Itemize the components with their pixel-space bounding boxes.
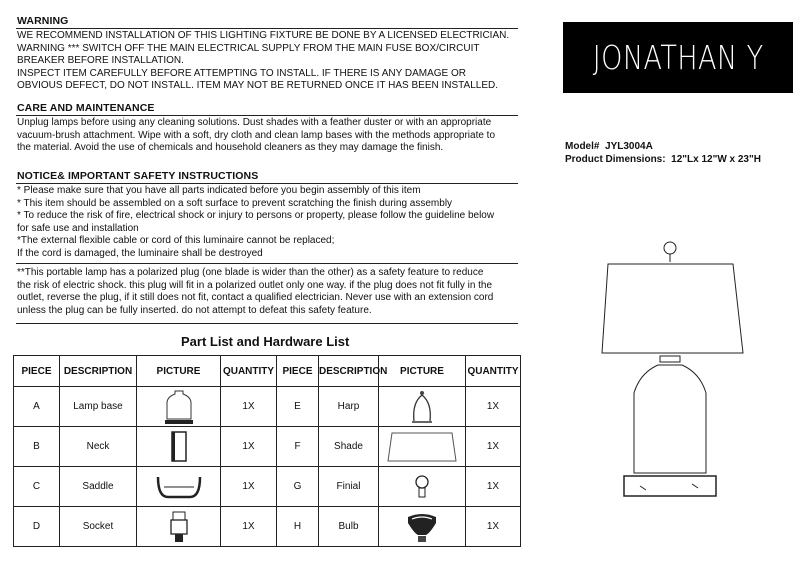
safety-rule xyxy=(16,183,518,184)
lamp-body xyxy=(634,365,706,473)
safety-line: * This item should be assembled on a soft surface to prevent scratching the finish during assembly xyxy=(17,197,453,209)
header-piece: PIECE xyxy=(14,356,60,387)
plug-bottom-rule xyxy=(16,323,518,324)
table-row xyxy=(14,427,521,467)
picture-cell xyxy=(379,467,466,507)
plug-line: outlet, reverse the plug, if it still does not fit, contact a qualified electrician. Never use with an extension cord xyxy=(17,292,494,304)
quantity-cell: 1X xyxy=(466,467,521,507)
description-cell: Saddle xyxy=(60,467,137,507)
warning-rule xyxy=(16,28,518,29)
warning-line: INSPECT ITEM CAREFULLY BEFORE ATTEMPTING TO INSTALL. IF THERE IS ANY DAMAGE OR xyxy=(17,67,466,79)
header-piece: PIECE xyxy=(277,356,319,387)
header-description: DESCRIPTION xyxy=(60,356,137,387)
saddle-icon xyxy=(154,469,204,505)
warning-line: BREAKER BEFORE INSTALLATION. xyxy=(17,55,184,67)
plug-text xyxy=(17,267,493,317)
description-cell: Socket xyxy=(60,507,137,547)
safety-line: If the cord is damaged, the luminaire shall be destroyed xyxy=(17,247,263,259)
warning-line: WARNING *** SWITCH OFF THE MAIN ELECTRICAL SUPPLY FROM THE MAIN FUSE BOX/CIRCUIT xyxy=(17,42,480,54)
shade-icon xyxy=(386,429,458,465)
model-value: JYL3004A xyxy=(605,141,653,152)
harp-icon xyxy=(402,389,442,425)
care-text xyxy=(17,117,495,155)
warning-heading: WARNING xyxy=(17,15,69,27)
safety-text xyxy=(17,185,494,261)
description-cell: Bulb xyxy=(319,507,379,547)
parts-header-row xyxy=(14,356,521,387)
piece-cell: H xyxy=(277,507,319,547)
lamp-base-icon xyxy=(159,389,199,425)
quantity-cell: 1X xyxy=(221,387,277,427)
bulb-icon xyxy=(402,509,442,545)
piece-cell: G xyxy=(277,467,319,507)
product-info xyxy=(565,140,761,166)
plug-rule xyxy=(16,263,518,264)
warning-line: OBVIOUS DEFECT, DO NOT INSTALL. ITEM MAY NOT BE RETURNED ONCE IT HAS BEEN INSTALLED. xyxy=(17,80,499,92)
description-cell: Neck xyxy=(60,427,137,467)
finial-icon xyxy=(402,469,442,505)
picture-cell xyxy=(379,387,466,427)
piece-cell: E xyxy=(277,387,319,427)
table-row xyxy=(14,387,521,427)
plug-line: the risk of electric shock. this plug will fit in a polarized outlet only one way. if the plug does not fit fully in the xyxy=(17,279,493,291)
header-description: DESCRIPTION xyxy=(319,356,379,387)
parts-title: Part List and Hardware List xyxy=(181,334,350,349)
care-line: vacuum-brush attachment. Wipe with a soft, dry cloth and clean lamp bases with the methods appropriate to xyxy=(17,129,496,141)
header-quantity: QUANTITY xyxy=(466,356,521,387)
lamp-finial xyxy=(664,242,676,254)
table-row xyxy=(14,467,521,507)
piece-cell: C xyxy=(14,467,60,507)
care-line: the material. Avoid the use of chemicals and household cleaners as they may damage the finish. xyxy=(17,142,444,154)
description-cell: Harp xyxy=(319,387,379,427)
quantity-cell: 1X xyxy=(466,507,521,547)
picture-cell xyxy=(137,507,221,547)
header-quantity: QUANTITY xyxy=(221,356,277,387)
picture-cell xyxy=(137,387,221,427)
plug-line: **This portable lamp has a polarized plug (one blade is wider than the other) as a safety feature to reduce xyxy=(17,267,484,278)
lamp-plinth xyxy=(624,476,716,496)
warning-text xyxy=(17,30,509,93)
description-cell: Finial xyxy=(319,467,379,507)
piece-cell: D xyxy=(14,507,60,547)
picture-cell xyxy=(137,467,221,507)
description-cell: Shade xyxy=(319,427,379,467)
safety-line: * Please make sure that you have all parts indicated before you begin assembly of this item xyxy=(17,185,421,196)
brand-logo xyxy=(563,22,793,93)
care-line: Unplug lamps before using any cleaning solutions. Dust shades with a feather duster or with an appropriate xyxy=(17,117,492,128)
piece-cell: A xyxy=(14,387,60,427)
warning-line: WE RECOMMEND INSTALLATION OF THIS LIGHTING FIXTURE BE DONE BY A LICENSED ELECTRICIAN. xyxy=(17,30,510,41)
header-picture: PICTURE xyxy=(379,356,466,387)
picture-cell xyxy=(379,427,466,467)
care-rule xyxy=(16,115,518,116)
safety-line: * To reduce the risk of fire, electrical shock or injury to persons or property, please follow the guideline below xyxy=(17,210,495,222)
quantity-cell: 1X xyxy=(221,507,277,547)
model-label: Model# xyxy=(565,141,600,152)
piece-cell: F xyxy=(277,427,319,467)
socket-icon xyxy=(159,509,199,545)
lamp-shade xyxy=(602,264,743,353)
table-row xyxy=(14,507,521,547)
dimensions-value: 12"Lx 12"W x 23"H xyxy=(671,154,761,165)
quantity-cell: 1X xyxy=(466,387,521,427)
lamp-illustration xyxy=(600,228,760,518)
dimensions-label: Product Dimensions: xyxy=(565,154,666,165)
brand-logo-text: JONATHAN Y xyxy=(592,38,764,77)
quantity-cell: 1X xyxy=(221,427,277,467)
picture-cell xyxy=(379,507,466,547)
lamp-neck xyxy=(660,356,680,362)
description-cell: Lamp base xyxy=(60,387,137,427)
piece-cell: B xyxy=(14,427,60,467)
picture-cell xyxy=(137,427,221,467)
safety-line: for safe use and installation xyxy=(17,222,139,234)
header-picture: PICTURE xyxy=(137,356,221,387)
neck-icon xyxy=(159,429,199,465)
parts-table xyxy=(13,355,521,547)
quantity-cell: 1X xyxy=(221,467,277,507)
safety-heading: NOTICE& IMPORTANT SAFETY INSTRUCTIONS xyxy=(17,170,259,182)
care-heading: CARE AND MAINTENANCE xyxy=(17,102,155,114)
quantity-cell: 1X xyxy=(466,427,521,467)
safety-line: *The external flexible cable or cord of this luminaire cannot be replaced; xyxy=(17,235,335,247)
plug-line: unless the plug can be fully inserted. do not attempt to defeat this safety feature. xyxy=(17,304,372,316)
